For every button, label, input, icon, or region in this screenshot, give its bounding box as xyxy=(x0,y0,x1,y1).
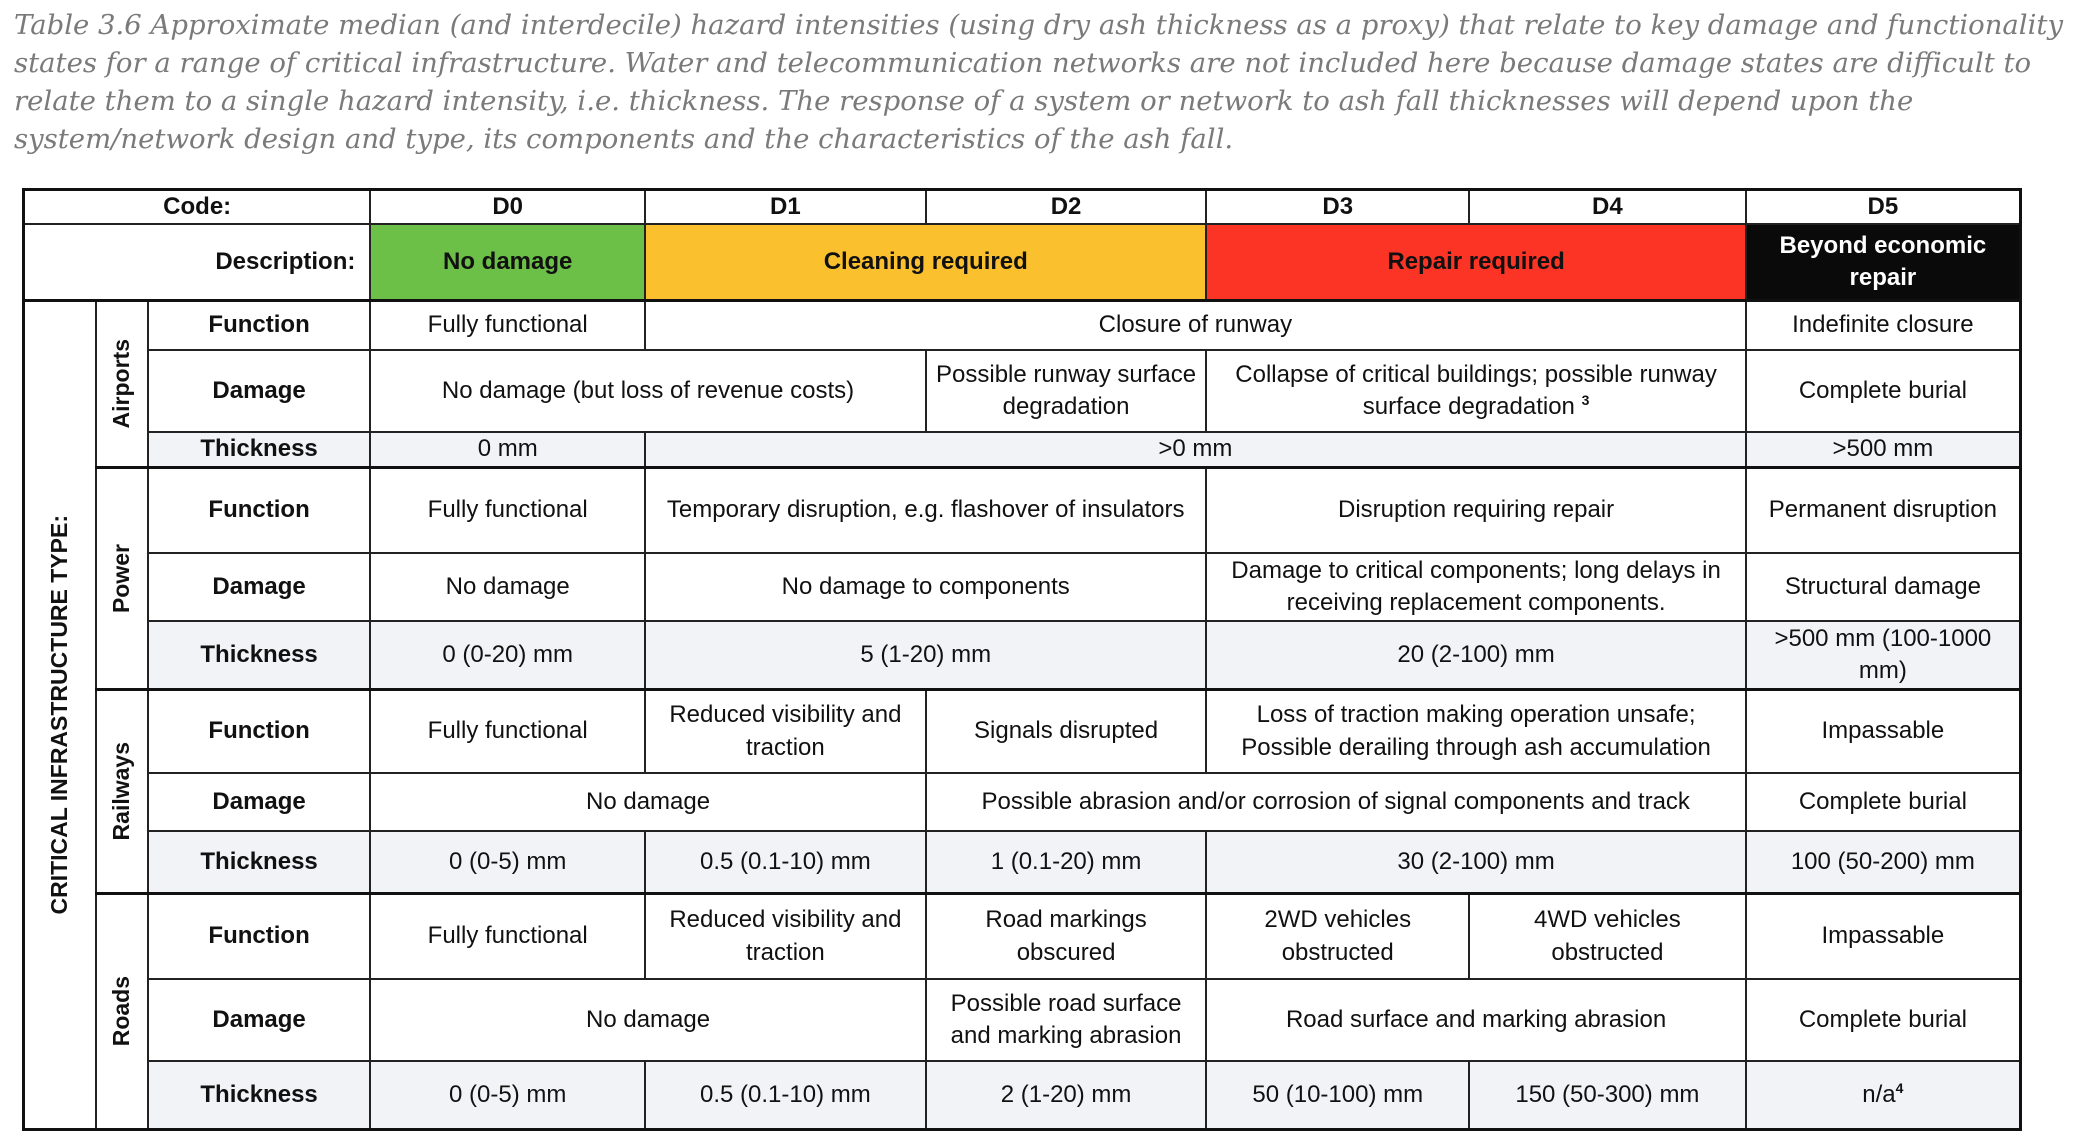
power-function-d0: Fully functional xyxy=(370,467,645,553)
description-label: Description: xyxy=(24,224,371,300)
railways-label-cell xyxy=(96,689,148,893)
footnote-3: 3 xyxy=(1581,392,1590,409)
railways-damage-row xyxy=(24,773,2021,831)
code-label: Code: xyxy=(24,190,371,225)
airports-damage-row xyxy=(24,350,2021,432)
power-function-row xyxy=(24,467,2021,553)
railways-function-d3-d4: Loss of traction making operation unsafe; Possible derailing through ash accumulation xyxy=(1206,689,1745,773)
railways-damage-d2-d4: Possible abrasion and/or corrosion of signal components and track xyxy=(926,773,1746,831)
airports-label-cell xyxy=(96,300,148,467)
power-thickness-d5: >500 mm (100-1000 mm) xyxy=(1746,621,2021,689)
hazard-intensity-table xyxy=(22,188,2022,1131)
airports-function-row xyxy=(24,300,2021,350)
power-thickness-d3-d4: 20 (2-100) mm xyxy=(1206,621,1745,689)
power-function-d5: Permanent disruption xyxy=(1746,467,2021,553)
infrastructure-type-label: CRITICAL INFRASTRUCTURE TYPE: xyxy=(46,515,73,915)
airports-thickness-d0: 0 mm xyxy=(370,432,645,467)
code-d0: D0 xyxy=(370,190,645,225)
roads-damage-d2: Possible road surface and marking abrasion xyxy=(926,979,1207,1061)
code-d2: D2 xyxy=(926,190,1207,225)
row-label-damage: Damage xyxy=(148,773,371,831)
code-d5: D5 xyxy=(1746,190,2021,225)
airports-damage-d5: Complete burial xyxy=(1746,350,2021,432)
description-d3-d4: Repair required xyxy=(1206,224,1745,300)
railways-function-d2: Signals disrupted xyxy=(926,689,1207,773)
row-label-damage: Damage xyxy=(148,553,371,621)
row-label-thickness: Thickness xyxy=(148,1061,371,1129)
railways-function-d0: Fully functional xyxy=(370,689,645,773)
roads-function-d2: Road markings obscured xyxy=(926,893,1207,979)
infrastructure-type-label-cell xyxy=(24,300,96,1129)
row-label-damage: Damage xyxy=(148,979,371,1061)
power-label: Power xyxy=(108,543,135,613)
roads-damage-d5: Complete burial xyxy=(1746,979,2021,1061)
row-label-thickness: Thickness xyxy=(148,621,371,689)
row-label-function: Function xyxy=(148,467,371,553)
railways-function-d1: Reduced visibility and traction xyxy=(645,689,926,773)
railways-thickness-d3-d4: 30 (2-100) mm xyxy=(1206,831,1745,893)
railways-thickness-row xyxy=(24,831,2021,893)
airports-thickness-d1-d4: >0 mm xyxy=(645,432,1746,467)
code-row xyxy=(24,190,2021,225)
roads-thickness-d5: $n/a^4$ xyxy=(1746,1061,2021,1129)
code-d4: D4 xyxy=(1469,190,1746,225)
roads-thickness-d2: 2 (1-20) mm xyxy=(926,1061,1207,1129)
power-damage-d1-d2: No damage to components xyxy=(645,553,1206,621)
roads-thickness-row xyxy=(24,1061,2021,1129)
roads-function-d4: 4WD vehicles obstructed xyxy=(1469,893,1746,979)
power-label-cell xyxy=(96,467,148,689)
airports-damage-d0-d1: No damage (but loss of revenue costs) xyxy=(370,350,925,432)
railways-thickness-d2: 1 (0.1-20) mm xyxy=(926,831,1207,893)
row-label-function: Function xyxy=(148,689,371,773)
power-function-d1-d2: Temporary disruption, e.g. flashover of insulators xyxy=(645,467,1206,553)
railways-damage-d5: Complete burial xyxy=(1746,773,2021,831)
roads-damage-d0-d1: No damage xyxy=(370,979,925,1061)
power-damage-d3-d4: Damage to critical components; long delays in receiving replacement components. xyxy=(1206,553,1745,621)
roads-thickness-d0: 0 (0-5) mm xyxy=(370,1061,645,1129)
row-label-damage: Damage xyxy=(148,350,371,432)
row-label-thickness: Thickness xyxy=(148,831,371,893)
airports-function-d0: Fully functional xyxy=(370,300,645,350)
roads-damage-d3-d4: Road surface and marking abrasion xyxy=(1206,979,1745,1061)
roads-label-cell xyxy=(96,893,148,1129)
table-caption: Table 3.6 Approximate median (and interdecile) hazard intensities (using dry ash thickness as a proxy) that relate to key damage and functionality states for a range of critical infrastructure. Water and telecommunication networks are not included here because damage states are difficult to relate them to a single hazard intensity, i.e. thickness. The response of a system or network to ash fall thicknesses will depend upon the system/network design and type, its components and the characteristics of the ash fall. xyxy=(14,9,2063,155)
power-function-d3-d4: Disruption requiring repair xyxy=(1206,467,1745,553)
power-damage-d0: No damage xyxy=(370,553,645,621)
roads-function-d0: Fully functional xyxy=(370,893,645,979)
power-damage-row xyxy=(24,553,2021,621)
airports-damage-d2: Possible runway surface degradation xyxy=(926,350,1207,432)
code-d3: D3 xyxy=(1206,190,1469,225)
airports-function-d5: Indefinite closure xyxy=(1746,300,2021,350)
hazard-table-container xyxy=(22,188,2022,1131)
railways-damage-d0-d1: No damage xyxy=(370,773,925,831)
railways-label: Railways xyxy=(108,742,135,841)
row-label-thickness: Thickness xyxy=(148,432,371,467)
railways-function-d5: Impassable xyxy=(1746,689,2021,773)
roads-function-d1: Reduced visibility and traction xyxy=(645,893,926,979)
roads-thickness-d4: 150 (50-300) mm xyxy=(1469,1061,1746,1129)
power-thickness-d1-d2: 5 (1-20) mm xyxy=(645,621,1206,689)
roads-thickness-d1: 0.5 (0.1-10) mm xyxy=(645,1061,926,1129)
roads-function-row xyxy=(24,893,2021,979)
airports-label: Airports xyxy=(108,339,135,429)
railways-thickness-d5: 100 (50-200) mm xyxy=(1746,831,2021,893)
railways-thickness-d0: 0 (0-5) mm xyxy=(370,831,645,893)
roads-label: Roads xyxy=(108,976,135,1047)
row-label-function: Function xyxy=(148,893,371,979)
railways-thickness-d1: 0.5 (0.1-10) mm xyxy=(645,831,926,893)
footnote-4: 4 xyxy=(1895,1079,1904,1096)
code-d1: D1 xyxy=(645,190,926,225)
description-d0: No damage xyxy=(370,224,645,300)
airports-damage-d3-d4: Collapse of critical buildings; possible runway surface degradation $^3$ xyxy=(1206,350,1745,432)
airports-thickness-row xyxy=(24,432,2021,467)
power-thickness-d0: 0 (0-20) mm xyxy=(370,621,645,689)
railways-function-row xyxy=(24,689,2021,773)
description-d5: Beyond economic repair xyxy=(1746,224,2021,300)
power-thickness-row xyxy=(24,621,2021,689)
roads-function-d3: 2WD vehicles obstructed xyxy=(1206,893,1469,979)
roads-function-d5: Impassable xyxy=(1746,893,2021,979)
airports-function-d1-d4: Closure of runway xyxy=(645,300,1746,350)
roads-damage-row xyxy=(24,979,2021,1061)
description-row xyxy=(24,224,2021,300)
power-damage-d5: Structural damage xyxy=(1746,553,2021,621)
row-label-function: Function xyxy=(148,300,371,350)
description-d1-d2: Cleaning required xyxy=(645,224,1206,300)
roads-thickness-d3: 50 (10-100) mm xyxy=(1206,1061,1469,1129)
airports-thickness-d5: >500 mm xyxy=(1746,432,2021,467)
